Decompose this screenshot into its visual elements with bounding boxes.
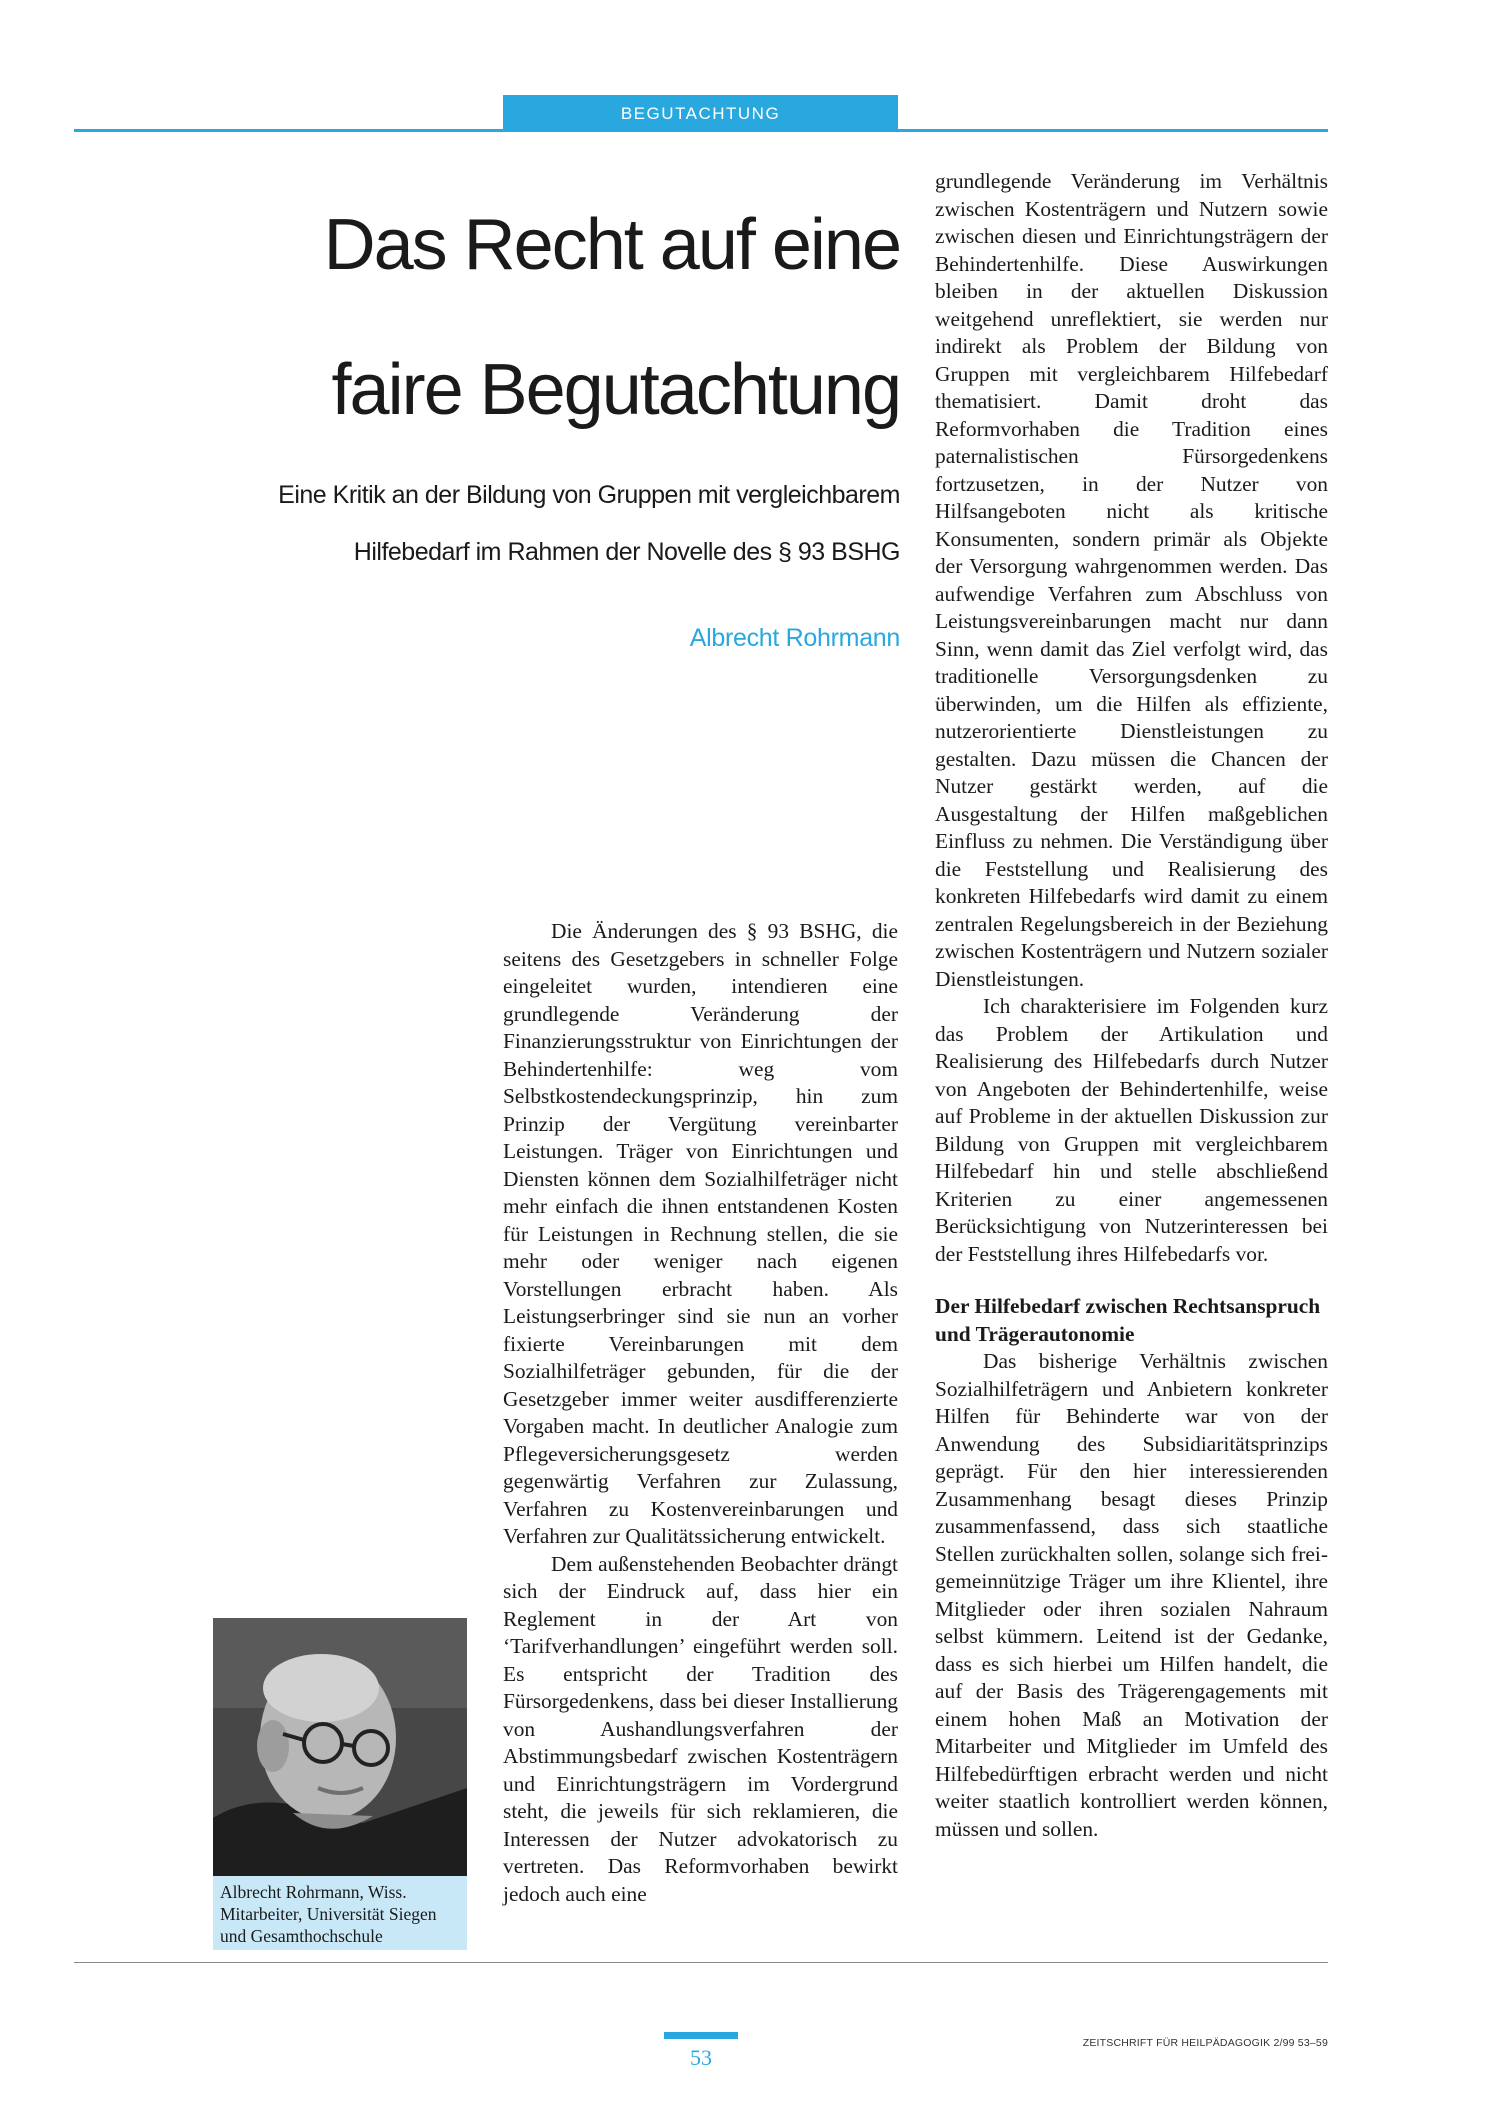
body-paragraph: Das bisherige Verhältnis zwischen Sozialhilfeträgern und Anbietern konkreter Hilfen für Behinderte war von der Anwendung des Subsidiaritätsprinzips geprägt. Für den hier interessierenden Zusammenhang besagt dieses Prinzip zusammenfassend, dass sich staatliche Stellen zurückhalten sollen, solange sich frei-gemeinnützige Träger um ihre Klientel, ihre Mitglieder oder ihren sozialen Nahraum selbst kümmern. Leitend ist der Gedanke, dass es sich hierbei um Hilfen handelt, die auf der Basis des Trägerengagements mit einem hohen Maß an Motivation der Mitarbeiter und Mitglieder im Umfeld des Hilfebedürftigen erbracht werden und nicht weiter staatlich kontrolliert werden können, müssen und sollen. bbox=[935, 1349, 1328, 1841]
page-number: 53 bbox=[690, 2045, 712, 2070]
page-number-bar bbox=[664, 2032, 738, 2039]
section-label: BEGUTACHTUNG bbox=[503, 95, 898, 131]
article-title-line-1: Das Recht auf eine bbox=[323, 205, 900, 285]
article-title-line-2: faire Begutachtung bbox=[331, 350, 900, 430]
author-name: Albrecht Rohrmann bbox=[689, 624, 900, 652]
photo-caption: Albrecht Rohrmann, Wiss. Mitarbeiter, Universität Siegen und Gesamthochschule bbox=[213, 1876, 467, 1950]
body-column-middle bbox=[503, 918, 898, 1908]
article-subtitle-line-2: Hilfebedarf im Rahmen der Novelle des § 93 BSHG bbox=[353, 538, 900, 566]
footer-rule bbox=[74, 1962, 1328, 1963]
body-paragraph: Die Änderungen des § 93 BSHG, die seitens des Gesetzgebers in schneller Folge eingeleitet wurden, intendieren eine grundlegende Veränderung der Finanzierungsstruktur von Einrichtungen der Behindertenhilfe: weg vom Selbstkostendeckungsprinzip, hin zum Prinzip der Vergütung vereinbarter Leistungen. Träger von Einrichtungen und Diensten können dem Sozialhilfeträger nicht mehr einfach die ihnen entstandenen Kosten für Leistungen in Rechnung stellen, die sie mehr oder weniger nach eigenen Vorstellungen erbracht haben. Als Leistungserbringer sind sie nun an vorher fixierte Vereinbarungen mit dem Sozialhilfeträger gebunden, für die der Gesetzgeber immer weiter ausdifferenzierte Vorgaben macht. In deutlicher Analogie zum Pflegeversicherungsgesetz werden gegenwärtig Verfahren zur Zulassung, Verfahren zu Kostenvereinbarungen und Verfahren zur Qualitätssicherung entwickelt. bbox=[503, 919, 898, 1548]
body-column-right bbox=[935, 168, 1328, 1843]
body-paragraph: Ich charakterisiere im Folgenden kurz das Problem der Artikulation und Realisierung des Hilfebedarfs durch Nutzer von Angeboten der Behindertenhilfe, weise auf Probleme in der aktuellen Diskussion zur Bildung von Gruppen mit vergleichbarem Hilfebedarf hin und stelle abschließend Kriterien zu einer angemessenen Berücksichtigung von Nutzerinteressen bei der Feststellung ihres Hilfebedarfs vor. bbox=[935, 994, 1328, 1266]
article-subtitle-line-1: Eine Kritik an der Bildung von Gruppen mit vergleichbarem bbox=[278, 481, 900, 509]
body-paragraph: Dem außenstehenden Beobachter drängt sich der Eindruck auf, dass hier ein Reglement in der Art von ‘Tarifverhandlungen’ eingeführt werden soll. Es entspricht der Tradition des Fürsorgedenkens, dass bei dieser Installierung von Aushandlungsverfahren der Abstimmungsbedarf zwischen Kostenträgern und Einrichtungsträgern im Vordergrund steht, die jeweils für sich reklamieren, die Interessen der Nutzer advokatorisch zu vertreten. Das Reformvorhaben bewirkt jedoch auch eine bbox=[503, 1551, 898, 1906]
journal-reference: ZEITSCHRIFT FÜR HEILPÄDAGOGIK 2/99 53–59 bbox=[1082, 2037, 1328, 2049]
body-paragraph: grundlegende Veränderung im Verhältnis zwischen Kostenträgern und Nutzern sowie zwischen diesen und Einrichtungsträgern der Behindertenhilfe. Diese Auswirkungen bleiben in der aktuellen Diskussion weitgehend unreflektiert, sie werden nur indirekt als Problem der Bildung von Gruppen mit vergleichbarem Hilfebedarf thematisiert. Damit droht das Reformvorhaben die Tradition eines paternalistischen Fürsorgedenkens fortzusetzen, in der Nutzer von Hilfsangeboten nicht als kritische Konsumenten, sondern primär als Objekte der Versorgung wahrgenommen werden. Das aufwendige Verfahren zum Abschluss von Leistungsvereinbarungen macht nur dann Sinn, wenn damit das Ziel verfolgt wird, das traditionelle Versorgungsdenken zu überwinden, um die Hilfen als effiziente, nutzerorientierte Dienstleistungen zu gestalten. Dazu müssen die Chancen der Nutzer gestärkt werden, auf die Ausgestaltung der Hilfen maßgeblichen Einfluss zu nehmen. Die Verständigung über die Feststellung und Realisierung des konkreten Hilfebedarfs wird damit zu einem zentralen Regelungsbereich in der Beziehung zwischen Kostenträgern und Nutzern sozialer Dienstleistungen. bbox=[935, 169, 1328, 991]
portrait-photo-icon bbox=[213, 1618, 467, 1876]
author-portrait-photo bbox=[213, 1618, 467, 1876]
section-heading: Der Hilfebedarf zwischen Rechtsanspruch und Trägerautonomie bbox=[935, 1294, 1321, 1346]
